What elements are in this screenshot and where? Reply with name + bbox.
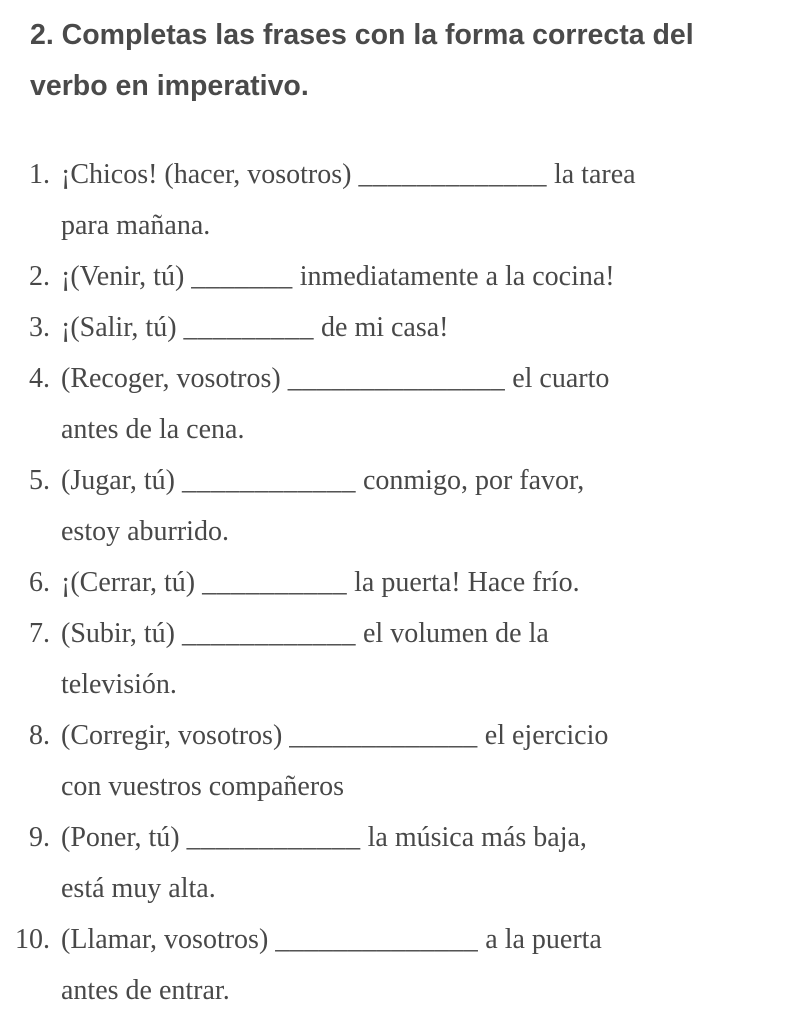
item-continuation: con vuestros compañeros: [61, 771, 345, 802]
answer-blank[interactable]: _______: [191, 261, 293, 292]
item-text-after: la música más baja,: [367, 822, 587, 853]
item-prompt: ¡(Venir, tú): [61, 261, 185, 292]
item-prompt: (Subir, tú): [61, 618, 175, 649]
item-text-after: el ejercicio: [484, 720, 609, 751]
answer-blank[interactable]: __________: [202, 567, 348, 598]
item-continuation: antes de la cena.: [61, 414, 245, 445]
item-prompt: (Poner, tú): [61, 822, 180, 853]
item-prompt: (Jugar, tú): [61, 465, 175, 496]
list-item: [0, 710, 792, 812]
answer-blank[interactable]: ____________: [181, 465, 356, 496]
item-prompt: (Recoger, vosotros): [61, 363, 281, 394]
item-prompt: (Llamar, vosotros): [61, 924, 269, 955]
item-text-after: la puerta! Hace frío.: [354, 567, 580, 598]
list-item: [0, 608, 792, 710]
list-item: [0, 557, 792, 608]
list-item: [0, 251, 792, 302]
item-text-after: el cuarto: [512, 363, 610, 394]
item-prompt: ¡(Cerrar, tú): [61, 567, 196, 598]
answer-blank[interactable]: _____________: [358, 159, 547, 190]
list-item: [0, 455, 792, 557]
item-number: 3.: [29, 312, 50, 343]
item-text-after: de mi casa!: [321, 312, 449, 343]
list-item: [0, 353, 792, 455]
item-number: 10.: [15, 924, 50, 955]
item-number: 1.: [29, 159, 50, 190]
answer-blank[interactable]: ______________: [275, 924, 479, 955]
item-continuation: estoy aburrido.: [61, 516, 229, 547]
item-text-after: la tarea: [553, 159, 636, 190]
item-prompt: ¡(Salir, tú): [61, 312, 177, 343]
answer-blank[interactable]: _________: [183, 312, 315, 343]
item-number: 7.: [29, 618, 50, 649]
item-number: 9.: [29, 822, 50, 853]
item-number: 2.: [29, 261, 50, 292]
item-text-after: a la puerta: [485, 924, 602, 955]
item-continuation: televisión.: [61, 669, 177, 700]
answer-blank[interactable]: ____________: [181, 618, 356, 649]
answer-blank[interactable]: _______________: [287, 363, 506, 394]
item-text-after: el volumen de la: [362, 618, 549, 649]
answer-blank[interactable]: ____________: [186, 822, 361, 853]
item-prompt: (Corregir, vosotros): [61, 720, 283, 751]
item-text-after: conmigo, por favor,: [362, 465, 585, 496]
item-number: 4.: [29, 363, 50, 394]
answer-blank[interactable]: _____________: [289, 720, 478, 751]
list-item: [0, 914, 792, 1016]
item-number: 5.: [29, 465, 50, 496]
item-continuation: está muy alta.: [61, 873, 216, 904]
item-text-after: inmediatamente a la cocina!: [299, 261, 615, 292]
item-number: 8.: [29, 720, 50, 751]
exercise-list: [0, 149, 792, 1016]
item-continuation: para mañana.: [61, 210, 211, 241]
item-continuation: antes de entrar.: [61, 975, 230, 1006]
exercise-title: 2. Completas las frases con la forma correcta del verbo en imperativo.: [30, 19, 694, 102]
list-item: [0, 149, 792, 251]
list-item: [0, 812, 792, 914]
list-item: [0, 302, 792, 353]
item-prompt: ¡Chicos! (hacer, vosotros): [61, 159, 352, 190]
item-number: 6.: [29, 567, 50, 598]
